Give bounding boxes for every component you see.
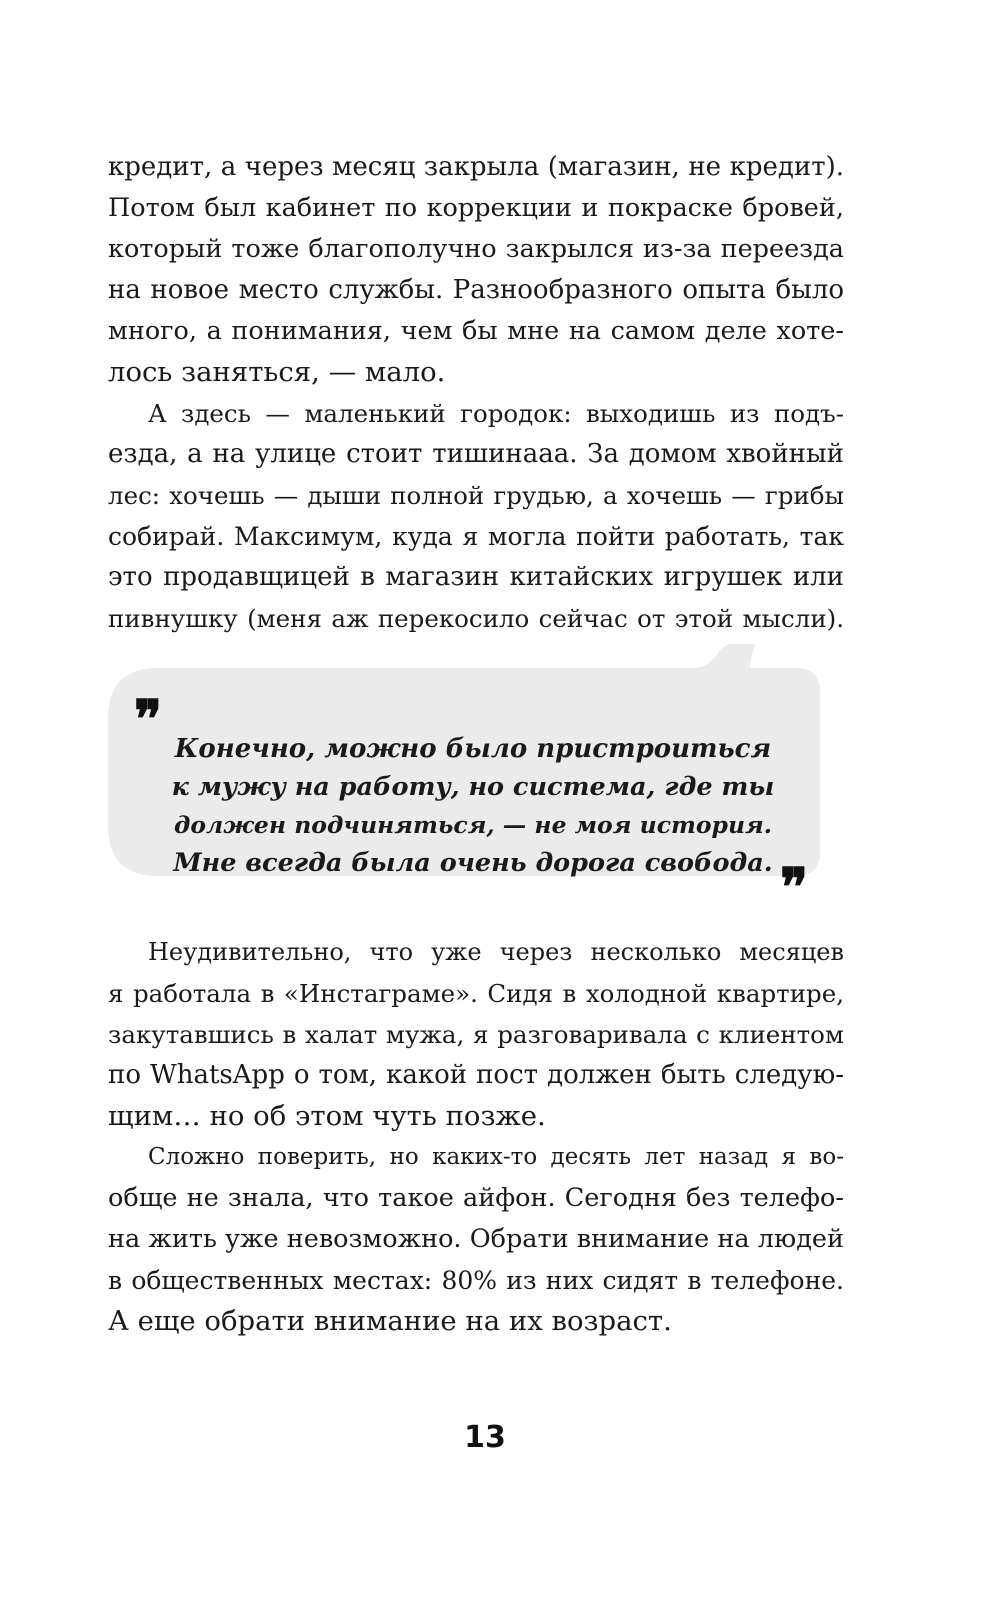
text-line: лось заняться, — мало. [108, 356, 446, 388]
text-line: щим… но об этом чуть позже. [108, 1100, 546, 1132]
quote-text [168, 730, 778, 882]
text-line: А еще обрати внимание на их возраст. [108, 1305, 672, 1337]
text-line: который тоже благополучно закрылся из-за переезда [108, 234, 844, 264]
text-line: Сложно поверить, но каких-то десять лет назад я во- [148, 1144, 844, 1170]
close-quote-icon: ❞ [780, 857, 802, 918]
text-block-bottom [108, 932, 844, 1342]
quote-line: к мужу на работу, но система, где ты [171, 772, 775, 802]
text-line: обще не знала, что такое айфон. Сегодня без телефо- [108, 1183, 844, 1213]
text-line: много, а понимания, чем бы мне на самом деле хоте- [108, 316, 844, 346]
text-line: езда, а на улице стоит тишинааа. За домом хвойный [108, 439, 844, 469]
text-line: на новое место службы. Разнообразного опыта было [108, 275, 844, 305]
text-block-top [108, 147, 844, 639]
text-line: пивнушку (меня аж перекосило сейчас от этой мысли). [108, 604, 844, 633]
quote-line: должен подчиняться, — не моя история. [174, 811, 772, 839]
text-line: в общественных местах: 80% из них сидят в телефоне. [108, 1266, 844, 1295]
quote-line: Мне всегда была очень дорога свобода. [173, 848, 773, 878]
text-line: лес: хочешь — дыши полной грудью, а хочешь — грибы [108, 481, 844, 510]
text-line: я работала в «Инстаграме». Сидя в холодной квартире, [108, 979, 844, 1008]
page-number: 13 [464, 1420, 506, 1455]
text-line: Потом был кабинет по коррекции и покраске бровей, [108, 193, 844, 223]
text-line: собирай. Максимум, куда я могла пойти работать, так [108, 522, 844, 551]
text-line: это продавщицей в магазин китайских игрушек или [108, 562, 844, 592]
text-line: на жить уже невозможно. Обрати внимание на людей [108, 1224, 844, 1254]
quote-line: Конечно, можно было пристроиться [174, 734, 772, 764]
text-line: Неудивительно, что уже через несколько месяцев [148, 938, 844, 966]
text-line: А здесь — маленький городок: выходишь из подъ- [148, 399, 844, 428]
text-line: кредит, а через месяц закрыла (магазин, не кредит). [108, 152, 844, 182]
text-line: по WhatsApp о том, какой пост должен быть следую- [108, 1060, 844, 1090]
quote-bubble [108, 644, 846, 924]
open-quote-icon: ❞ [134, 689, 156, 750]
text-line: закутавшись в халат мужа, я разговаривала с клиентом [108, 1020, 844, 1049]
